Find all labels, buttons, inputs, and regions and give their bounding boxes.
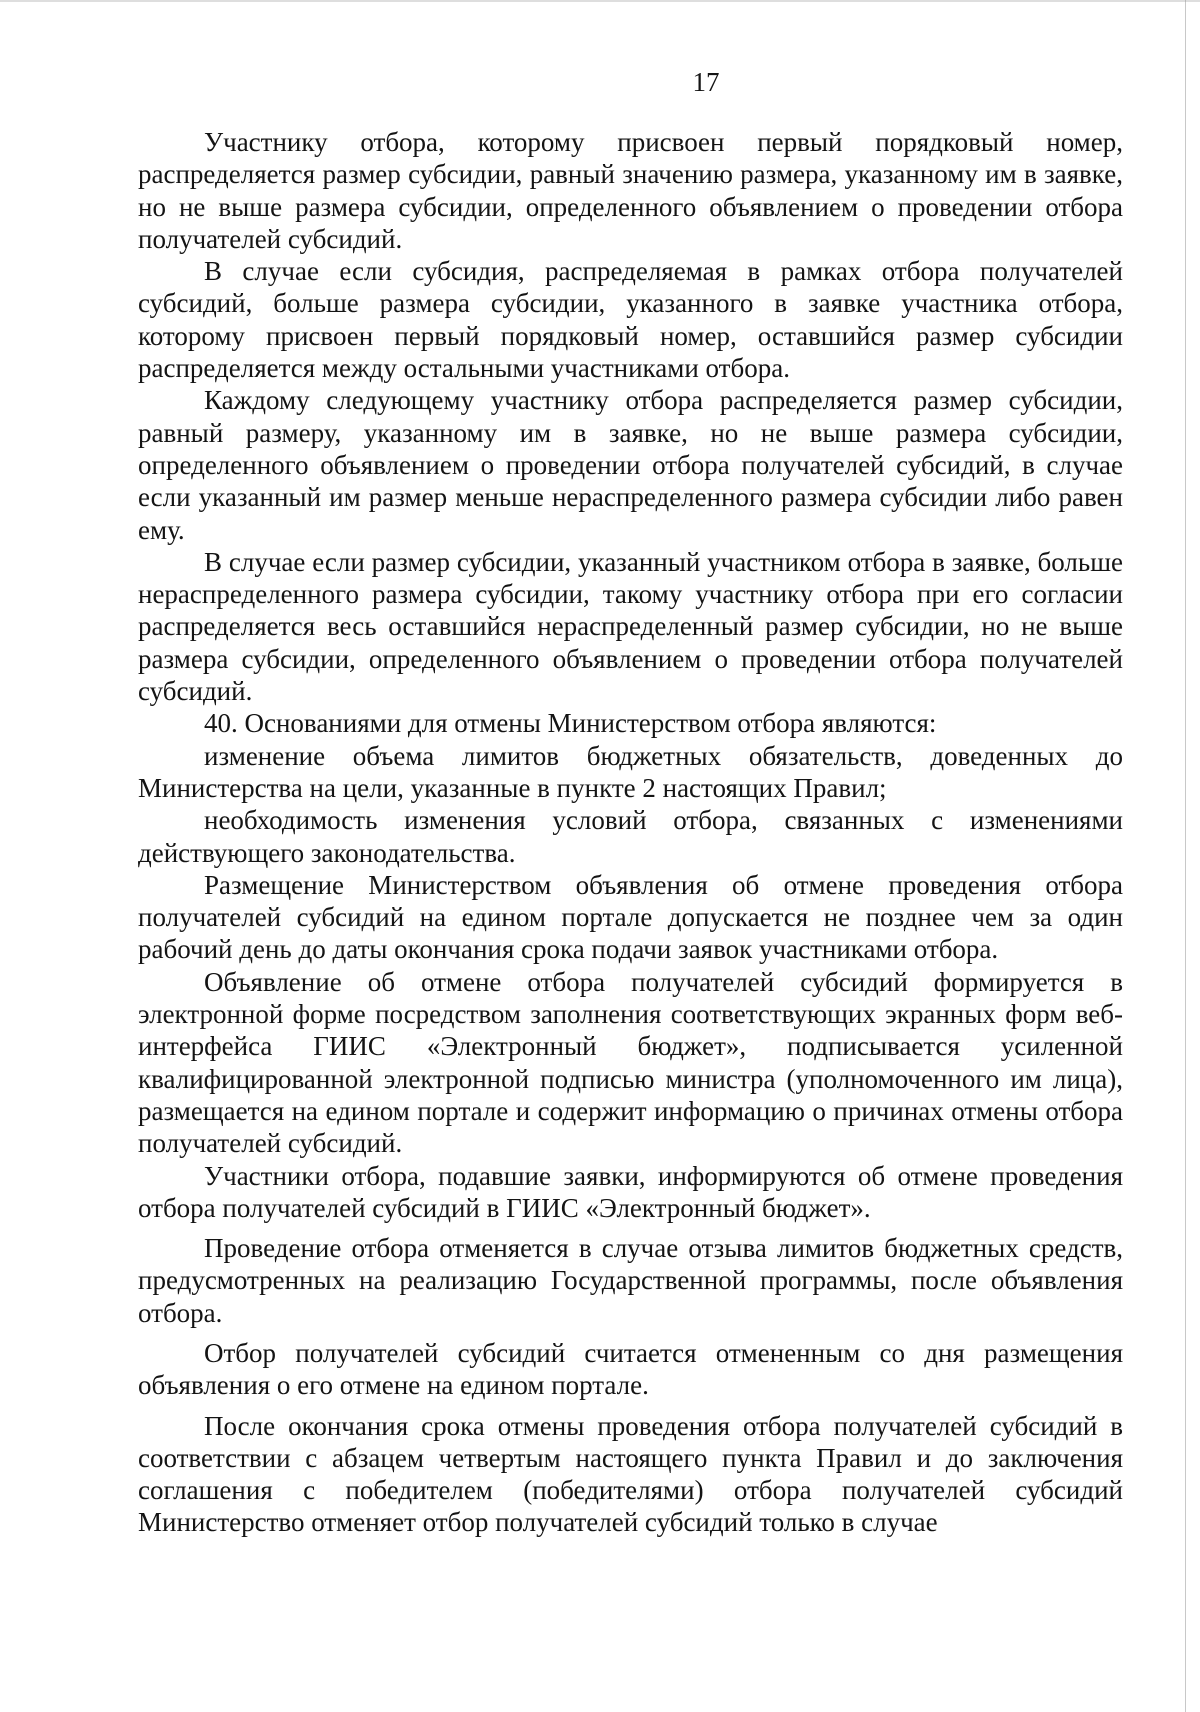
paragraph: Проведение отбора отменяется в случае отзыва лимитов бюджетных средств, предусмотренных на реализацию Государственной программы, после объявления отбора. [138, 1233, 1123, 1328]
paragraph: Объявление об отмене отбора получателей субсидий формируется в электронной форме посредством заполнения соответствующих экранных форм веб-интерфейса ГИИС «Электронный бюджет», подписывается усиленной квалифицированной электронной подписью министра (уполномоченного им лица), размещается на едином портале и содержит информацию о причинах отмены отбора получателей субсидий. [138, 966, 1123, 1159]
paragraph: Размещение Министерством объявления об отмене проведения отбора получателей субсидий на едином портале допускается не позднее чем за один рабочий день до даты окончания срока подачи заявок участниками отбора. [138, 869, 1123, 965]
paragraph: 40. Основаниями для отмены Министерством отбора являются: [204, 708, 937, 739]
paragraph: В случае если размер субсидии, указанный участником отбора в заявке, больше нераспределенного размера субсидии, такому участнику отбора при его согласии распределяется весь оставшийся нераспределенный размер субсидии, но не выше размера субсидии, определенного объявлением о проведении отбора получателей субсидий. [138, 546, 1123, 707]
document-body [138, 126, 1123, 1539]
paragraph: После окончания срока отмены проведения отбора получателей субсидий в соответствии с абзацем четвертым настоящего пункта Правил и до заключения соглашения с победителем (победителями) отбора получателей субсидий Министерство отменяет отбор получателей субсидий только в случае [138, 1410, 1123, 1538]
paragraph: Участники отбора, подавшие заявки, информируются об отмене проведения отбора получателей субсидий в ГИИС «Электронный бюджет». [138, 1160, 1123, 1223]
paragraph: Участнику отбора, которому присвоен первый порядковый номер, распределяется размер субсидии, равный значению размера, указанному им в заявке, но не выше размера субсидии, определенного объявлением о проведении отбора получателей субсидий. [138, 127, 1123, 254]
paragraph: изменение объема лимитов бюджетных обязательств, доведенных до Министерства на цели, указанные в пункте 2 настоящих Правил; [138, 740, 1123, 803]
page-number: 17 [692, 67, 720, 97]
scan-edge-top [0, 0, 1200, 2]
paragraph: необходимость изменения условий отбора, связанных с изменениями действующего законодательства. [138, 805, 1123, 868]
paragraph: Каждому следующему участнику отбора распределяется размер субсидии, равный размеру, указанному им в заявке, но не выше размера субсидии, определенного объявлением о проведении отбора получателей субсидий, в случае если указанный им размер меньше нераспределенного размера субсидии либо равен ему. [138, 385, 1123, 545]
paragraph: В случае если субсидия, распределяемая в рамках отбора получателей субсидий, больше размера субсидии, указанного в заявке участника отбора, которому присвоен первый порядковый номер, оставшийся размер субсидии распределяется между остальными участниками отбора. [138, 256, 1123, 384]
paragraph: Отбор получателей субсидий считается отмененным со дня размещения объявления о его отмене на едином портале. [138, 1337, 1123, 1401]
scan-edge-right [1185, 0, 1186, 1712]
